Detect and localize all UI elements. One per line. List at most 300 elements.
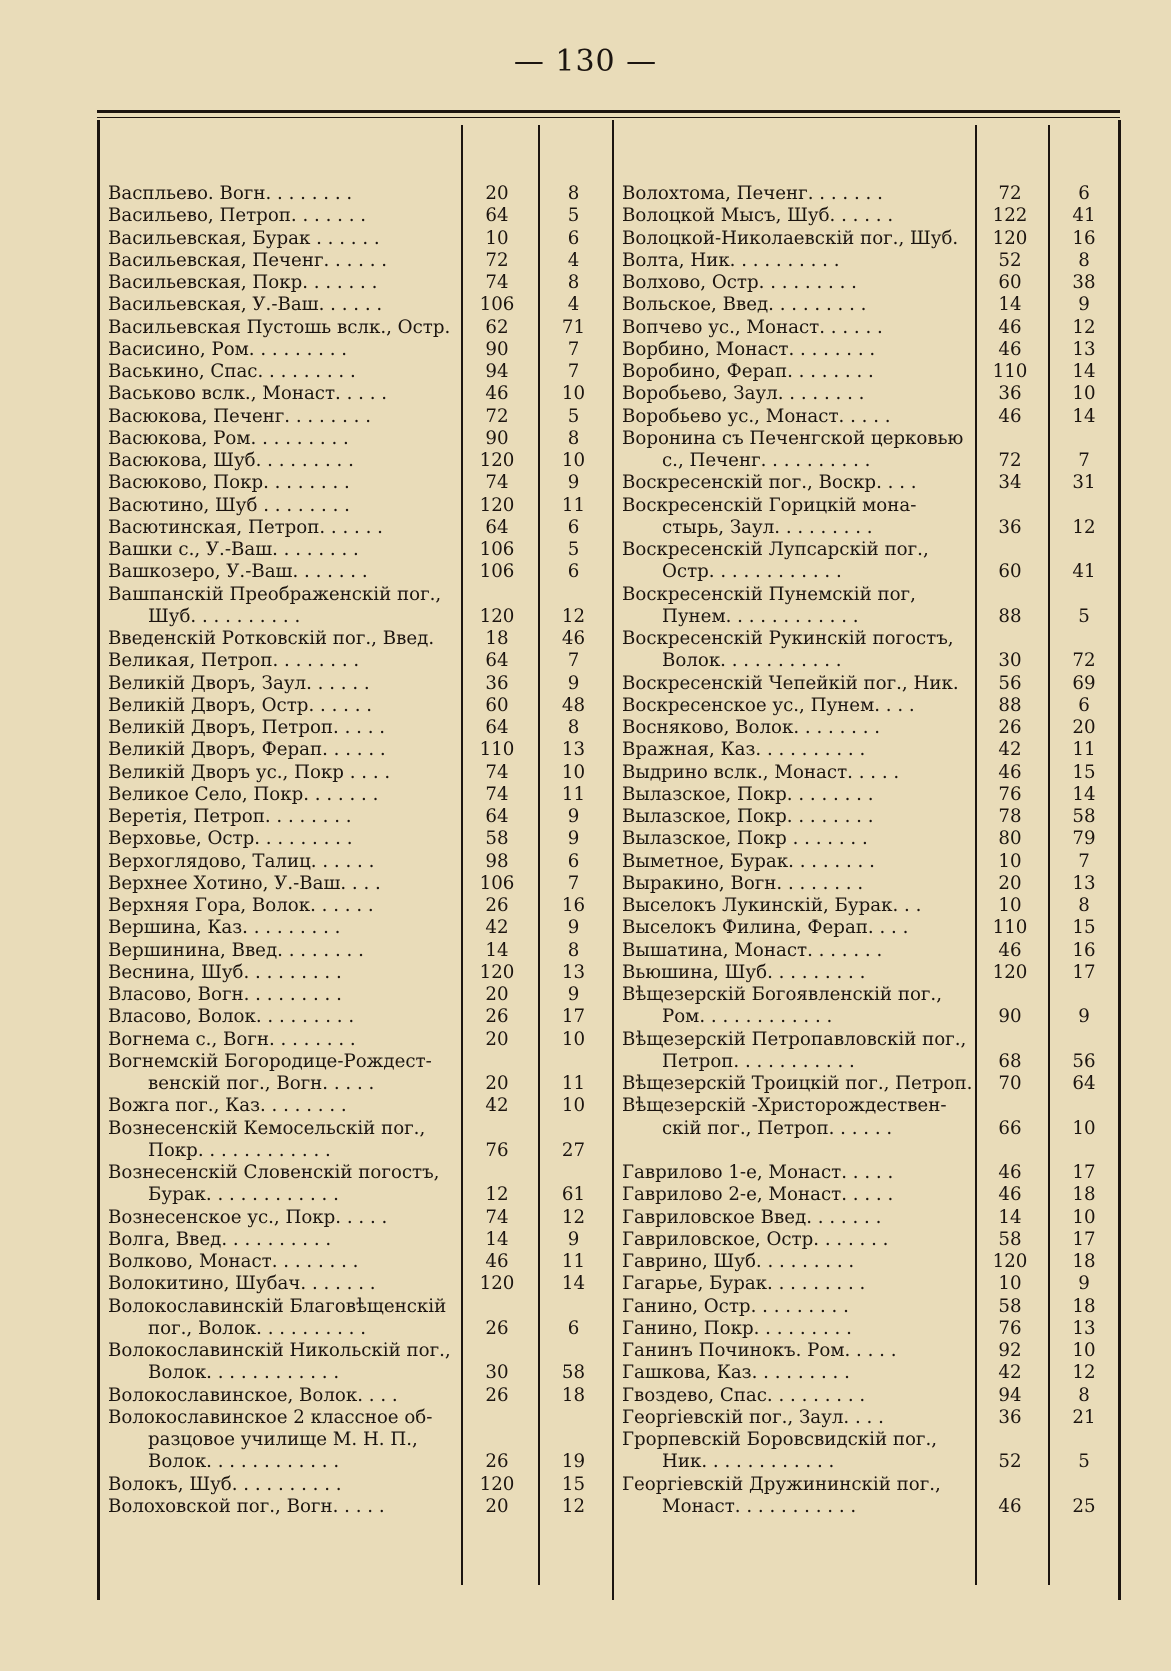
secondary-value: 7 — [1078, 850, 1090, 872]
distance-value: 76 — [485, 1139, 509, 1161]
secondary-value: 8 — [1078, 895, 1090, 916]
entry-line — [622, 294, 1120, 316]
secondary-value: 61 — [561, 1184, 586, 1206]
distance-value: 94 — [998, 1384, 1022, 1406]
place-name: стырь, Заул. . . . . . . . . — [662, 516, 873, 538]
place-name: Гавриловское, Остр. . . . . . . — [622, 1228, 889, 1250]
place-name: пог., Волок. . . . . . . . . . — [148, 1317, 366, 1339]
secondary-value: 19 — [561, 1451, 586, 1473]
place-name: Волга, Введ. . . . . . . . . . — [108, 1228, 332, 1250]
entry-line — [622, 1451, 1120, 1473]
place-name: Волокославинское 2 классное об- — [108, 1406, 433, 1428]
entry-line — [622, 628, 1120, 650]
entry-line — [622, 561, 1120, 583]
secondary-value: 5 — [1078, 1451, 1090, 1473]
place-name: Васильевская, Покр. . . . . . . — [108, 272, 378, 293]
place-name: Покр. . . . . . . . . . . . — [148, 1139, 331, 1161]
entry-line — [108, 1429, 611, 1451]
place-name: Ганино, Покр. . . . . . . . . — [622, 1317, 852, 1339]
distance-value: 64 — [485, 516, 509, 538]
entry-line — [622, 183, 1120, 205]
entry-line — [108, 984, 611, 1006]
place-name: Вожга пог., Каз. . . . . . . . — [108, 1095, 347, 1117]
secondary-value: 18 — [561, 1384, 586, 1406]
secondary-value: 8 — [1078, 1384, 1090, 1406]
place-name: Ганино, Остр. . . . . . . . . — [622, 1295, 849, 1317]
secondary-value: 8 — [567, 717, 580, 738]
secondary-value: 13 — [561, 739, 586, 761]
distance-value: 58 — [998, 1295, 1022, 1317]
secondary-value: 7 — [567, 338, 580, 360]
secondary-value: 7 — [567, 650, 580, 672]
entry-line — [622, 517, 1120, 539]
secondary-value: 12 — [561, 605, 586, 627]
distance-value: 36 — [998, 516, 1022, 538]
entry-line — [108, 828, 611, 850]
place-name: венскій пог., Вогн. . . . . — [148, 1073, 375, 1094]
page-number: — 130 — — [513, 44, 658, 79]
secondary-value: 9 — [567, 917, 580, 939]
distance-value: 106 — [479, 872, 515, 894]
entry-line — [622, 539, 1120, 561]
place-name: Петроп. . . . . . . . . . . — [662, 1050, 855, 1072]
secondary-value: 8 — [567, 427, 580, 449]
place-name: Воскресенскій Пунемскій пог, — [622, 583, 916, 605]
place-name: Гвоздево, Спас. . . . . . . . . — [622, 1384, 866, 1406]
entry-line — [622, 1340, 1120, 1362]
place-name: Великій Дворъ, Остр. . . . . . — [108, 694, 373, 716]
distance-value: 46 — [998, 1184, 1022, 1206]
distance-value: 46 — [998, 1495, 1022, 1517]
distance-value: 74 — [485, 272, 509, 293]
entry-line — [622, 1006, 1120, 1028]
entry-line — [622, 606, 1120, 628]
place-name: Волокославинскій Благовѣщенскій — [108, 1295, 447, 1317]
distance-value: 60 — [998, 272, 1022, 293]
entry-line — [108, 1095, 611, 1117]
entry-line — [622, 695, 1120, 717]
place-name: Вогнемскій Богородице-Рождест- — [108, 1050, 432, 1072]
distance-value: 46 — [998, 405, 1022, 427]
place-name: Волохтома, Печенг. . . . . . . — [622, 183, 883, 204]
entry-line — [108, 1073, 611, 1095]
entry-line — [108, 1207, 611, 1229]
distance-value: 120 — [479, 1273, 515, 1295]
place-name: Васильевская, У.-Ваш. . . . . . — [108, 294, 383, 316]
place-name: Волокославинскій Никольскій пог., — [108, 1340, 451, 1361]
place-name: Вознесенское ус., Покр. . . . . — [108, 1206, 388, 1228]
secondary-value: 10 — [1072, 1340, 1096, 1361]
distance-value: 64 — [485, 650, 509, 672]
place-name: Вашпанскій Преображенскій пог., — [108, 583, 442, 605]
place-name: Монаст. . . . . . . . . . . — [662, 1495, 857, 1517]
secondary-value: 6 — [1078, 183, 1090, 204]
distance-value: 88 — [998, 694, 1022, 716]
place-name: Волокъ, Шуб. . . . . . . . . . — [108, 1473, 342, 1495]
entry-line — [108, 1006, 611, 1028]
entry-line — [622, 962, 1120, 984]
entry-line — [108, 1229, 611, 1251]
entry-line — [108, 584, 611, 606]
entry-line — [108, 428, 611, 450]
entry-line — [108, 940, 611, 962]
distance-value: 46 — [485, 1251, 509, 1272]
entry-line — [622, 205, 1120, 227]
secondary-value: 9 — [1078, 1273, 1090, 1295]
distance-value: 80 — [998, 828, 1022, 850]
secondary-value: 14 — [561, 1273, 586, 1295]
secondary-value: 21 — [1072, 1406, 1096, 1428]
distance-value: 42 — [485, 917, 509, 939]
entry-line — [622, 428, 1120, 450]
secondary-value: 18 — [1072, 1295, 1096, 1317]
secondary-value: 10 — [1072, 1117, 1096, 1139]
secondary-value: 10 — [1072, 1206, 1096, 1228]
entry-line — [622, 1051, 1120, 1073]
secondary-value: 17 — [1072, 1228, 1096, 1250]
distance-value: 46 — [998, 761, 1022, 783]
secondary-value: 16 — [1072, 227, 1096, 249]
entry-line — [622, 1251, 1120, 1273]
secondary-value: 18 — [1072, 1184, 1096, 1206]
entry-line — [108, 361, 611, 383]
secondary-value: 9 — [567, 806, 580, 827]
entry-line — [622, 717, 1120, 739]
distance-value: 72 — [998, 183, 1022, 204]
secondary-value: 20 — [1072, 717, 1096, 738]
entry-line — [108, 917, 611, 939]
secondary-value: 6 — [567, 1317, 580, 1339]
place-name: Вылазское, Покр. . . . . . . . — [622, 806, 874, 827]
secondary-value: 12 — [1072, 1362, 1096, 1384]
entry-line — [108, 1318, 611, 1340]
secondary-value: 10 — [561, 761, 586, 783]
place-name: Георгіевскій пог., Заул. . . . — [622, 1406, 884, 1428]
place-name: Васильевская, Печенг. . . . . . — [108, 249, 388, 271]
place-name: Выракино, Вогн. . . . . . . . — [622, 872, 864, 894]
secondary-value: 6 — [1078, 694, 1090, 716]
entry-line — [108, 1140, 611, 1162]
distance-value: 26 — [485, 1006, 509, 1028]
place-name: Вершина, Каз. . . . . . . . . — [108, 917, 341, 939]
entry-line — [108, 450, 611, 472]
place-name: Вражная, Каз. . . . . . . . . . — [622, 739, 866, 761]
place-name: Великій Дворъ ус., Покр . . . . — [108, 761, 391, 783]
place-name: Гаврилово 2-е, Монаст. . . . . — [622, 1184, 894, 1206]
distance-value: 94 — [485, 361, 509, 382]
distance-value: 74 — [485, 783, 509, 805]
column-divider — [97, 120, 100, 1600]
entry-line — [622, 650, 1120, 672]
distance-value: 110 — [479, 739, 515, 761]
distance-value: 72 — [485, 405, 509, 427]
distance-value: 10 — [485, 227, 509, 249]
section-gap — [622, 1140, 1120, 1162]
entry-line — [108, 806, 611, 828]
distance-value: 90 — [485, 338, 509, 360]
entry-line — [622, 1407, 1120, 1429]
secondary-value: 69 — [1072, 672, 1096, 694]
place-name: Вершинина, Введ. . . . . . . . — [108, 939, 364, 961]
secondary-value: 5 — [567, 539, 580, 560]
distance-value: 120 — [479, 494, 515, 516]
secondary-value: 5 — [567, 205, 580, 227]
distance-value: 74 — [485, 761, 509, 783]
entry-line — [622, 762, 1120, 784]
entry-line — [108, 650, 611, 672]
place-name: разцовое училище М. Н. П., — [148, 1429, 418, 1450]
secondary-value: 8 — [567, 939, 580, 961]
entry-line — [622, 495, 1120, 517]
entry-line — [108, 628, 611, 650]
secondary-value: 12 — [1072, 316, 1096, 338]
place-name: Бурак. . . . . . . . . . . . — [148, 1184, 339, 1206]
entry-line — [622, 1073, 1120, 1095]
distance-value: 52 — [998, 1451, 1022, 1473]
distance-value: 120 — [479, 961, 515, 983]
entry-line — [622, 317, 1120, 339]
entry-line — [108, 561, 611, 583]
distance-value: 18 — [485, 628, 509, 649]
distance-value: 46 — [998, 939, 1022, 961]
place-name: Выметное, Бурак. . . . . . . . — [622, 850, 875, 872]
place-name: Волково, Монаст. . . . . . . . — [108, 1251, 359, 1272]
distance-value: 110 — [992, 361, 1028, 382]
distance-value: 14 — [485, 939, 509, 961]
secondary-value: 11 — [561, 1251, 586, 1272]
secondary-value: 10 — [1072, 383, 1096, 405]
place-name: Великая, Петроп. . . . . . . . — [108, 650, 360, 672]
entry-line — [622, 1496, 1120, 1518]
place-name: Волок. . . . . . . . . . . . — [148, 1362, 340, 1384]
entry-line — [108, 183, 611, 205]
secondary-value: 4 — [567, 294, 580, 316]
entry-line — [108, 517, 611, 539]
secondary-value: 7 — [567, 872, 580, 894]
place-name: Вѣщезерскій Троицкій пог., Петроп. — [622, 1073, 972, 1094]
distance-value: 76 — [998, 783, 1022, 805]
secondary-value: 58 — [561, 1362, 586, 1384]
distance-value: 120 — [479, 450, 515, 471]
secondary-value: 5 — [567, 405, 580, 427]
place-name: Волоцкой-Николаевскій пог., Шуб. — [622, 227, 959, 249]
place-name: Вопчево ус., Монаст. . . . . . — [622, 316, 883, 338]
place-name: Гагарье, Бурак. . . . . . . . . — [622, 1273, 866, 1295]
distance-value: 52 — [998, 249, 1022, 271]
distance-value: 46 — [998, 1162, 1022, 1183]
distance-value: 20 — [485, 183, 509, 204]
place-name: Остр. . . . . . . . . . . . — [662, 561, 842, 583]
place-name: Верхнее Хотино, У.-Ваш. . . . — [108, 872, 381, 894]
distance-value: 10 — [998, 1273, 1022, 1295]
place-name: Пунем. . . . . . . . . . . . — [662, 605, 859, 627]
place-name: Верхняя Гора, Волок. . . . . . — [108, 895, 374, 916]
place-name: Воронина съ Печенгской церковью — [622, 427, 964, 449]
secondary-value: 17 — [1072, 961, 1096, 983]
entry-line — [108, 1184, 611, 1206]
entry-line — [108, 406, 611, 428]
distance-value: 26 — [485, 1384, 509, 1406]
entry-line — [622, 272, 1120, 294]
distance-value: 98 — [485, 850, 509, 872]
place-name: Вѣщезерскій Богоявленскій пог., — [622, 984, 942, 1005]
place-name: Васильевская, Бурак . . . . . . — [108, 227, 380, 249]
place-name: Воробьево, Заул. . . . . . . . — [622, 383, 865, 405]
distance-value: 58 — [998, 1228, 1022, 1250]
entry-line — [108, 873, 611, 895]
distance-value: 26 — [485, 895, 509, 916]
place-name: Васюково, Покр. . . . . . . . — [108, 472, 350, 494]
place-name: Воскресенскій Чепейкій пог., Ник. — [622, 672, 959, 694]
place-name: Великій Дворъ, Ферап. . . . . . — [108, 739, 386, 761]
secondary-value: 12 — [1072, 516, 1096, 538]
distance-value: 60 — [998, 561, 1022, 583]
entry-line — [108, 1340, 611, 1362]
secondary-value: 9 — [567, 672, 580, 694]
secondary-value: 6 — [567, 850, 580, 872]
place-name: Воробьево ус., Монаст. . . . . — [622, 405, 891, 427]
entry-line — [622, 250, 1120, 272]
secondary-value: 9 — [567, 1228, 580, 1250]
entry-line — [108, 1296, 611, 1318]
secondary-value: 79 — [1072, 828, 1096, 850]
secondary-value: 6 — [567, 516, 580, 538]
place-name: Вѣщезерскій Петропавловскій пог., — [622, 1028, 967, 1050]
place-name: Воскресенскій Горицкій мона- — [622, 494, 917, 516]
distance-value: 106 — [479, 539, 515, 560]
place-name: Вѣщезерскій -Христорождествен- — [622, 1095, 947, 1117]
distance-value: 70 — [998, 1073, 1022, 1094]
column-divider — [612, 120, 614, 1600]
entry-line — [108, 739, 611, 761]
entry-line — [622, 1385, 1120, 1407]
distance-value: 42 — [485, 1095, 509, 1117]
entry-line — [622, 1296, 1120, 1318]
place-name: Васькино, Спас. . . . . . . . . — [108, 361, 356, 382]
secondary-value: 56 — [1072, 1050, 1096, 1072]
entry-line — [622, 940, 1120, 962]
entry-line — [622, 1184, 1120, 1206]
secondary-value: 14 — [1072, 405, 1096, 427]
distance-value: 30 — [485, 1362, 509, 1384]
entry-line — [108, 495, 611, 517]
secondary-value: 25 — [1072, 1495, 1096, 1517]
secondary-value: 8 — [567, 183, 580, 204]
entry-line — [108, 851, 611, 873]
secondary-value: 18 — [1072, 1251, 1096, 1272]
place-name: Верхоглядово, Талиц. . . . . . — [108, 850, 375, 872]
place-name: Ник. . . . . . . . . . . . — [662, 1451, 835, 1473]
place-name: Воскресенскій пог., Воскр. . . . — [622, 472, 917, 494]
place-name: Воробино, Ферап. . . . . . . . — [622, 361, 874, 382]
place-name: Волокославинское, Волок. . . . — [108, 1384, 398, 1406]
place-name: Васюкова, Шуб. . . . . . . . . — [108, 450, 354, 471]
entry-line — [622, 1429, 1120, 1451]
distance-value: 90 — [998, 1006, 1022, 1028]
entry-line — [622, 1362, 1120, 1384]
entry-line — [108, 606, 611, 628]
entry-line — [108, 673, 611, 695]
place-name: Васюкова, Ром. . . . . . . . . — [108, 427, 349, 449]
distance-value: 72 — [998, 450, 1022, 471]
top-rule-thin — [97, 117, 1120, 118]
distance-value: 120 — [992, 961, 1028, 983]
distance-value: 30 — [998, 650, 1022, 672]
place-name: Васюкова, Печенг. . . . . . . . — [108, 405, 371, 427]
secondary-value: 41 — [1072, 561, 1096, 583]
place-name: Гаврилово 1-е, Монаст. . . . . — [622, 1162, 894, 1183]
secondary-value: 10 — [561, 450, 586, 471]
place-name: Власово, Волок. . . . . . . . . — [108, 1006, 355, 1028]
place-name: Вольское, Введ. . . . . . . . . — [622, 294, 867, 316]
place-name: Васисино, Ром. . . . . . . . . — [108, 338, 348, 360]
secondary-value: 13 — [1072, 1317, 1096, 1339]
secondary-value: 6 — [567, 561, 580, 583]
distance-value: 14 — [998, 294, 1022, 316]
distance-value: 110 — [992, 917, 1028, 939]
secondary-value: 27 — [561, 1139, 586, 1161]
distance-value: 120 — [992, 227, 1028, 249]
place-name: Восняково, Волок. . . . . . . . — [622, 717, 881, 738]
secondary-value: 9 — [567, 828, 580, 850]
secondary-value: 38 — [1072, 272, 1096, 293]
secondary-value: 11 — [561, 1073, 586, 1094]
right-column — [622, 183, 1120, 1518]
secondary-value: 10 — [561, 1095, 586, 1117]
place-name: Васютино, Шуб . . . . . . . . — [108, 494, 350, 516]
place-name: Вылазское, Покр . . . . . . . — [622, 828, 868, 850]
entry-line — [622, 917, 1120, 939]
place-name: Великій Дворъ, Заул. . . . . . — [108, 672, 370, 694]
distance-value: 10 — [998, 895, 1022, 916]
entry-line — [108, 250, 611, 272]
entry-line — [108, 1162, 611, 1184]
entry-line — [108, 962, 611, 984]
entry-line — [108, 1118, 611, 1140]
distance-value: 36 — [485, 672, 509, 694]
entry-line — [108, 272, 611, 294]
secondary-value: 64 — [1072, 1073, 1096, 1094]
secondary-value: 9 — [1078, 294, 1090, 316]
entry-line — [108, 695, 611, 717]
secondary-value: 58 — [1072, 806, 1096, 827]
entry-line — [108, 472, 611, 494]
secondary-value: 16 — [1072, 939, 1096, 961]
entry-line — [108, 1474, 611, 1496]
entry-line — [622, 806, 1120, 828]
place-name: Великое Село, Покр. . . . . . . — [108, 783, 379, 805]
entry-line — [622, 895, 1120, 917]
distance-value: 36 — [998, 1406, 1022, 1428]
entry-line — [108, 1273, 611, 1295]
entry-line — [108, 1496, 611, 1518]
entry-line — [622, 339, 1120, 361]
secondary-value: 11 — [1072, 739, 1096, 761]
distance-value: 46 — [998, 338, 1022, 360]
place-name: Воскресенскій Рукинскій погостъ, — [622, 628, 954, 649]
place-name: Васьково вслк., Монаст. . . . . — [108, 383, 388, 405]
secondary-value: 17 — [1072, 1162, 1096, 1183]
place-name: Гашкова, Каз. . . . . . . . . — [622, 1362, 850, 1384]
place-name: Верховье, Остр. . . . . . . . . — [108, 828, 353, 850]
distance-value: 14 — [485, 1228, 509, 1250]
distance-value: 92 — [998, 1340, 1022, 1361]
secondary-value: 48 — [561, 694, 586, 716]
entry-line — [108, 762, 611, 784]
entry-line — [108, 1251, 611, 1273]
distance-value: 76 — [998, 1317, 1022, 1339]
entry-line — [622, 784, 1120, 806]
